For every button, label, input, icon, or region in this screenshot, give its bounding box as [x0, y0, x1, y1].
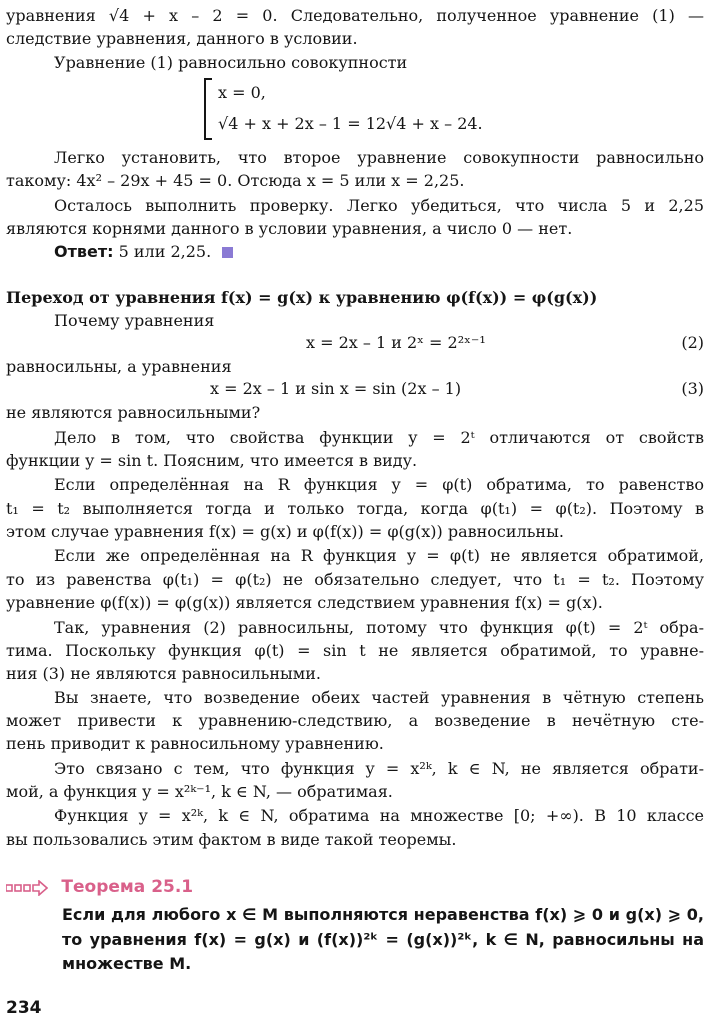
text-line: вы пользовались этим фактом в виде такой теоремы.	[6, 830, 457, 849]
equation: √4 + x + 2x – 1 = 12√4 + x – 24.	[218, 114, 483, 133]
page-number: 234	[6, 998, 42, 1018]
equation-number: (2)	[681, 333, 704, 352]
system-bracket	[204, 78, 212, 140]
arrow-marker-icon	[6, 880, 48, 896]
text-line: Это связано с тем, что функция y = x²ᵏ, k ∈ N, не является обрати-	[54, 759, 704, 778]
text-line: равносильны, а уравнения	[6, 357, 232, 376]
text-line: этом случае уравнения f(x) = g(x) и φ(f(x)) = φ(g(x)) равносильны.	[6, 522, 564, 541]
text-line: может привести к уравнению-следствию, а возведение в нечётную сте-	[6, 711, 704, 730]
theorem-line: Если для любого x ∈ M выполняются неравенства f(x) ⩾ 0 и g(x) ⩾ 0,	[62, 905, 704, 924]
text-line: Так, уравнения (2) равносильны, потому что функция φ(t) = 2ᵗ обра-	[54, 618, 704, 637]
text-line: ния (3) не являются равносильными.	[6, 664, 321, 683]
text-line: Если определённая на R функция y = φ(t) обратима, то равенство	[54, 475, 704, 494]
theorem-title: Теорема 25.1	[61, 877, 194, 897]
text-line: тима. Поскольку функция φ(t) = sin t не является обратимой, то уравне-	[6, 641, 704, 660]
end-of-proof-square-icon	[222, 247, 233, 258]
text-line: такому: 4x² – 29x + 45 = 0. Отсюда x = 5 или x = 2,25.	[6, 171, 465, 190]
equation-number: (3)	[681, 379, 704, 398]
text-line: следствие уравнения, данного в условии.	[6, 29, 358, 48]
theorem-line: множестве M.	[62, 954, 192, 973]
theorem-line: то уравнения f(x) = g(x) и (f(x))²ᵏ = (g(x))²ᵏ, k ∈ N, равносильны на	[62, 930, 704, 949]
text-line: уравнения √4 + x – 2 = 0. Следовательно, полученное уравнение (1) —	[6, 6, 704, 25]
answer-label: Ответ:	[54, 242, 114, 261]
text-line: то из равенства φ(t₁) = φ(t₂) не обязательно следует, что t₁ = t₂. Поэтому	[6, 570, 704, 589]
text-line: Почему уравнения	[54, 311, 215, 330]
answer-value: 5 или 2,25.	[118, 242, 212, 261]
text-line: пень приводит к равносильному уравнению.	[6, 734, 384, 753]
equation: x = 0,	[218, 83, 266, 102]
text-line: не являются равносильными?	[6, 403, 261, 422]
text-line: мой, а функция y = x²ᵏ⁻¹, k ∈ N, — обратимая.	[6, 782, 393, 801]
theorem-heading	[6, 876, 193, 899]
text-line: Легко установить, что второе уравнение совокупности равносильно	[54, 148, 704, 167]
section-heading: Переход от уравнения f(x) = g(x) к уравнению φ(f(x)) = φ(g(x))	[6, 288, 598, 307]
text-line: Осталось выполнить проверку. Легко убедиться, что числа 5 и 2,25	[54, 196, 704, 215]
answer-line	[6, 240, 704, 263]
text-line: Если же определённая на R функция y = φ(t) не является обратимой,	[54, 546, 704, 565]
text-line: Функция y = x²ᵏ, k ∈ N, обратима на множестве [0; +∞). В 10 классе	[54, 806, 704, 825]
text-line: Уравнение (1) равносильно совокупности	[54, 53, 408, 72]
text-line: Вы знаете, что возведение обеих частей уравнения в чётную степень	[54, 688, 704, 707]
equation: x = 2x – 1 и 2ˣ = 2²ˣ⁻¹	[306, 333, 486, 352]
text-line: являются корнями данного в условии уравнения, а число 0 — нет.	[6, 219, 573, 238]
equation: x = 2x – 1 и sin x = sin (2x – 1)	[210, 379, 462, 398]
text-line: функции y = sin t. Поясним, что имеется в виду.	[6, 451, 418, 470]
text-line: t₁ = t₂ выполняется тогда и только тогда, когда φ(t₁) = φ(t₂). Поэтому в	[6, 499, 704, 518]
text-line: уравнение φ(f(x)) = φ(g(x)) является следствием уравнения f(x) = g(x).	[6, 593, 603, 612]
text-line: Дело в том, что свойства функции y = 2ᵗ отличаются от свойств	[54, 428, 704, 447]
